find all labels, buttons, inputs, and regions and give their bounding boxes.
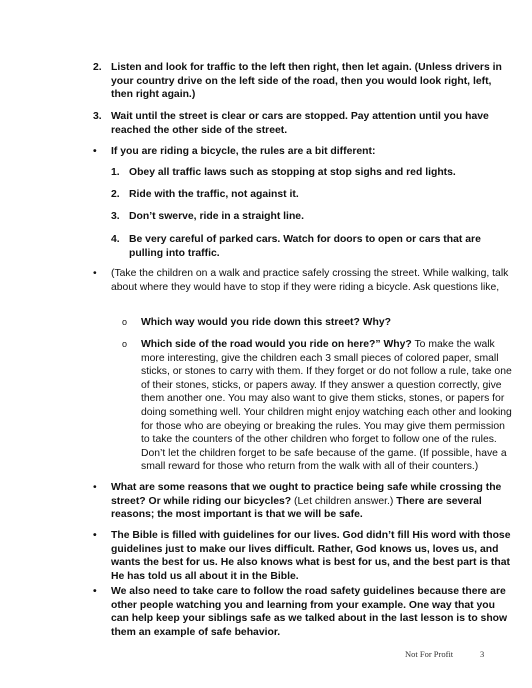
list-item [111,233,511,260]
list-item-text: Ride with the traffic, not against it. [129,189,299,200]
list-item [111,210,511,224]
list-marker: 2. [111,189,120,200]
list-item-text: Obey all traffic laws such as stopping at stop sighs and red lights. [129,167,456,178]
page-number: 3 [480,649,485,659]
bullet-aside: (Let children answer.) [294,495,394,507]
question-item [122,316,512,330]
sub-bullet-marker: o [122,339,128,349]
bullet-text: The Bible is filled with guidelines for our lives. God didn’t fill His word with those guidelines just to make our lives difficult. Rather, God knows us, loves us, and wants the best for us. He also knows what is best for us, and the best part is that He has told us all about it in the Bible. [111,530,511,582]
list-item [93,61,513,102]
bullet-marker: • [93,530,97,541]
sub-bullet-marker: o [122,317,128,327]
question-paragraph [141,338,512,474]
bullet-item [93,481,513,522]
bullet-text: (Take the children on a walk and practice safely crossing the street. While walking, talk about where they would have to stop if they were riding a bicycle. Ask questions like, [111,268,509,293]
footer-label: Not For Profit [405,649,454,659]
bullet-marker: • [93,146,97,157]
instruction-text: To make the walk more interesting, give the children each 3 small pieces of colored paper, small sticks, or stones to carry with them. If they forget or do not follow a rule, take one of their stones, sticks, or papers away. If they answer a question correctly, give them another one. You may also want to give them sticks, stones, or papers for doing something well. Your children might enjoy watching each other and looking for those who are obeying or breaking the rules. You may give them permission to take the counters of the other children who forget to follow one of the rules. Don’t let the children forget to be safe because of the game. (If possible, have a small reward for those who return from the walk with all of their counters.) [141,339,512,473]
list-marker: 2. [93,62,102,73]
list-item-text: Wait until the street is clear or cars are stopped. Pay attention until you have reached the other side of the street. [111,111,489,136]
list-item [111,188,511,202]
list-marker: 4. [111,234,120,245]
bullet-item [93,145,513,159]
bullet-text: If you are riding a bicycle, the rules are a bit different: [111,146,376,157]
list-item-text: Be very careful of parked cars. Watch for doors to open or cars that are pulling into traffic. [129,234,481,259]
bullet-item [93,267,513,294]
bullet-question: What are some reasons that we ought to practice being safe while crossing the street? Or while riding our bicycles? [111,482,502,507]
bullet-marker: • [93,482,97,493]
bullet-marker: • [93,268,97,279]
question-text: Which side of the road would you ride on here?” Why? [141,339,412,350]
list-item [111,166,511,180]
list-marker: 3. [93,111,102,122]
list-marker: 1. [111,167,120,178]
bullet-answer: There are several reasons; the most important is that we will be safe. [111,495,482,521]
bullet-item [93,585,513,639]
list-marker: 3. [111,211,120,222]
list-item-text: Listen and look for traffic to the left then right, then let again. (Unless drivers in your country drive on the left side of the road, then you would look right, left, then right again.) [111,62,502,101]
list-item-text: Don’t swerve, ride in a straight line. [129,211,304,222]
bullet-text: We also need to take care to follow the road safety guidelines because there are other people watching you and learning from your example. One way that you can help keep your siblings safe as we talked about in the last lesson is to show them an example of safe behavior. [111,586,508,638]
list-item [93,110,513,137]
bullet-item [93,529,513,583]
question-text: Which way would you ride down this street? Why? [141,317,391,328]
bullet-marker: • [93,586,97,597]
question-item [122,338,512,474]
bullet-paragraph [111,481,513,522]
